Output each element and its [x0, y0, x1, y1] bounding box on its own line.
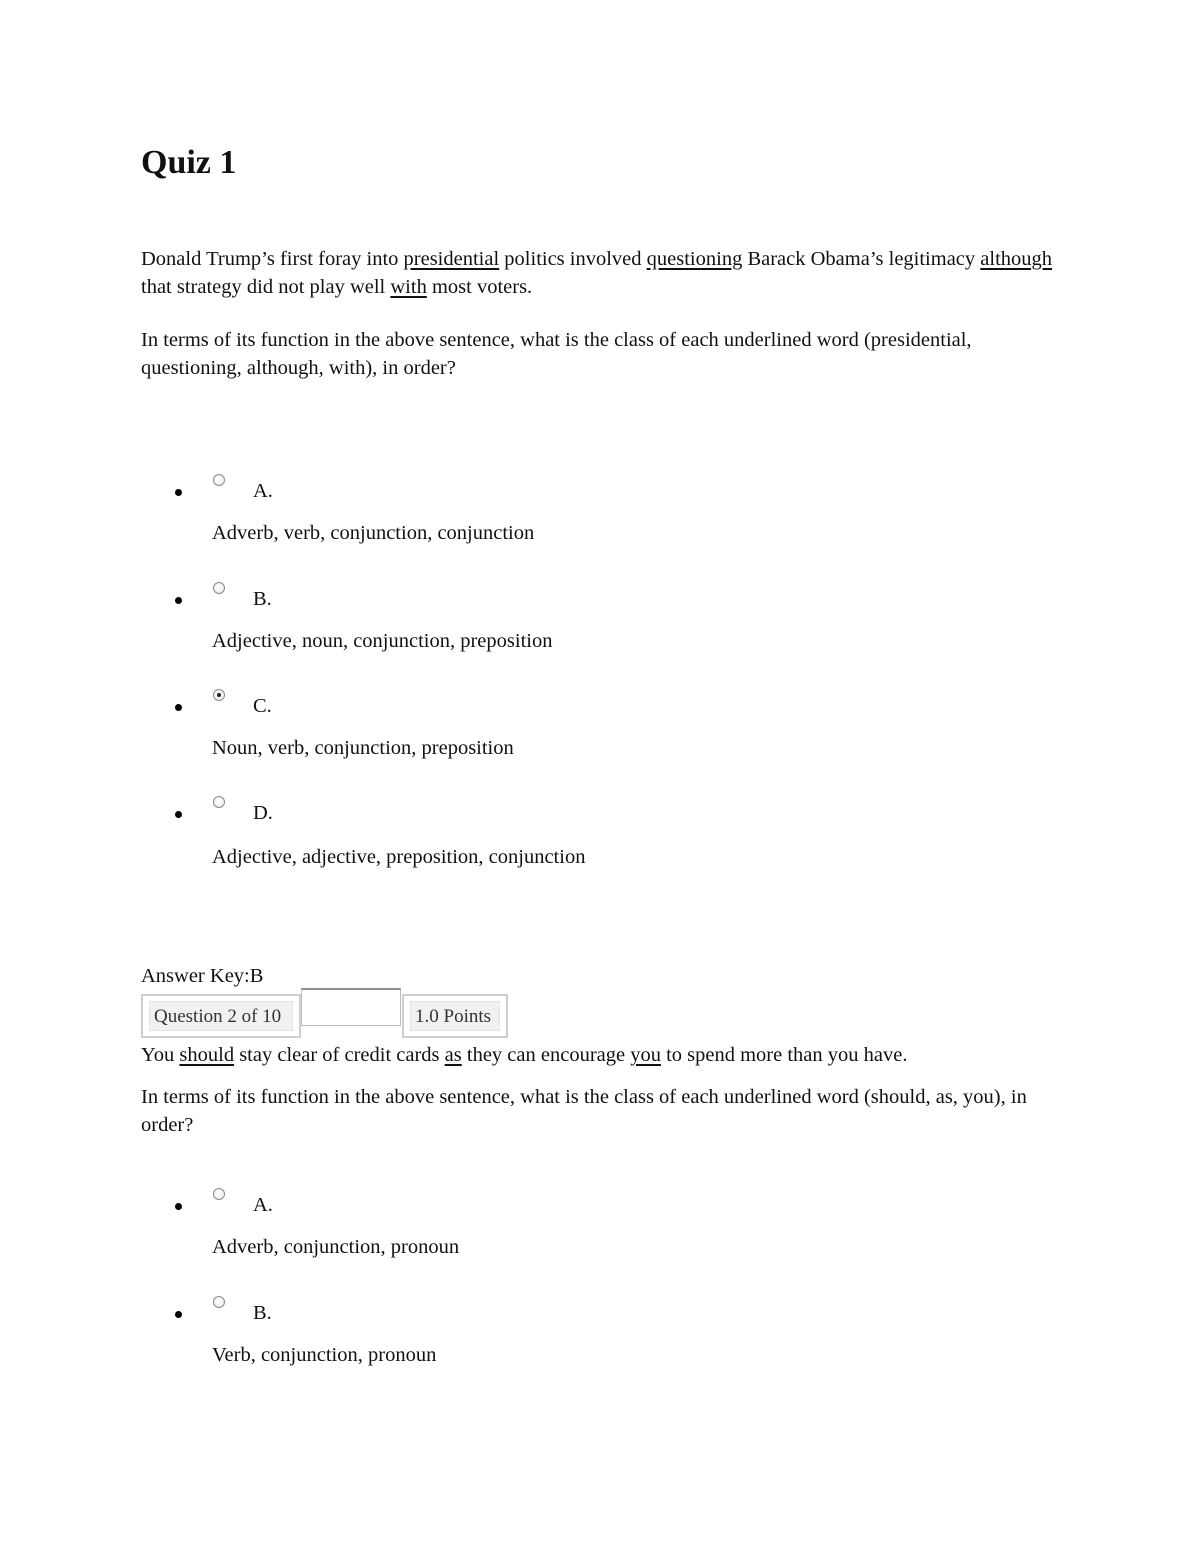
bullet-icon	[175, 811, 182, 818]
q1-underlined-word: with	[390, 276, 427, 298]
q1-option-b-text: Adjective, noun, conjunction, preposition	[212, 630, 553, 652]
q2-underlined-word: as	[444, 1044, 462, 1066]
radio-button-selected[interactable]	[213, 689, 225, 701]
question-number-label: Question 2 of 10	[149, 1001, 293, 1031]
question-number-box	[141, 994, 301, 1038]
page-title: Quiz 1	[141, 144, 237, 181]
q2-prompt: In terms of its function in the above sentence, what is the class of each underlined word (should, as, you), in order?	[141, 1086, 1027, 1136]
points-box	[402, 994, 508, 1038]
option-letter: C.	[253, 695, 272, 717]
q1-sentence-part: Donald Trump’s first foray into	[141, 248, 404, 270]
question-spacer-box	[301, 988, 401, 1026]
radio-button[interactable]	[213, 582, 225, 594]
q1-sentence-part: most voters.	[426, 276, 533, 298]
q1-option-a[interactable]	[0, 477, 600, 507]
q1-option-a-text: Adverb, verb, conjunction, conjunction	[212, 522, 535, 544]
q1-option-d-text: Adjective, adjective, preposition, conjunction	[212, 846, 586, 868]
bullet-icon	[175, 597, 182, 604]
q2-sentence-part: You	[141, 1044, 180, 1066]
q2-sentence-part: they can encourage	[461, 1044, 631, 1066]
option-letter: A.	[253, 1194, 273, 1216]
q1-sentence	[141, 245, 1061, 301]
q1-option-c[interactable]	[0, 692, 600, 722]
bullet-icon	[175, 1203, 182, 1210]
q1-sentence-part: Barack Obama’s legitimacy	[742, 248, 981, 270]
q1-underlined-word: questioning	[646, 248, 743, 270]
q2-sentence-part: stay clear of credit cards	[234, 1044, 445, 1066]
q2-option-a-text: Adverb, conjunction, pronoun	[212, 1236, 460, 1258]
points-label: 1.0 Points	[410, 1001, 500, 1031]
radio-button[interactable]	[213, 1188, 225, 1200]
option-letter: B.	[253, 1302, 272, 1324]
q2-option-b-text: Verb, conjunction, pronoun	[212, 1344, 437, 1366]
q2-sentence	[141, 1041, 1061, 1069]
bullet-icon	[175, 1311, 182, 1318]
q2-underlined-word: you	[630, 1044, 661, 1066]
q2-underlined-word: should	[179, 1044, 235, 1066]
option-letter: B.	[253, 588, 272, 610]
q1-prompt: In terms of its function in the above sentence, what is the class of each underlined word (presidential, questioning, although, with), in order?	[141, 329, 972, 379]
q2-sentence-part: to spend more than you have.	[660, 1044, 908, 1066]
q1-sentence-part: that strategy did not play well	[141, 276, 391, 298]
q2-option-a[interactable]	[0, 1191, 600, 1221]
option-letter: D.	[253, 802, 273, 824]
q1-underlined-word: presidential	[403, 248, 500, 270]
answer-key: Answer Key:B	[141, 965, 264, 987]
q1-sentence-part: politics involved	[499, 248, 647, 270]
radio-button[interactable]	[213, 474, 225, 486]
q1-option-d[interactable]	[0, 799, 600, 829]
bullet-icon	[175, 489, 182, 496]
q1-option-b[interactable]	[0, 585, 600, 615]
radio-button[interactable]	[213, 1296, 225, 1308]
radio-button[interactable]	[213, 796, 225, 808]
option-letter: A.	[253, 480, 273, 502]
q1-underlined-word: although	[980, 248, 1053, 270]
q1-option-c-text: Noun, verb, conjunction, preposition	[212, 737, 514, 759]
q2-option-b[interactable]	[0, 1299, 600, 1329]
bullet-icon	[175, 704, 182, 711]
